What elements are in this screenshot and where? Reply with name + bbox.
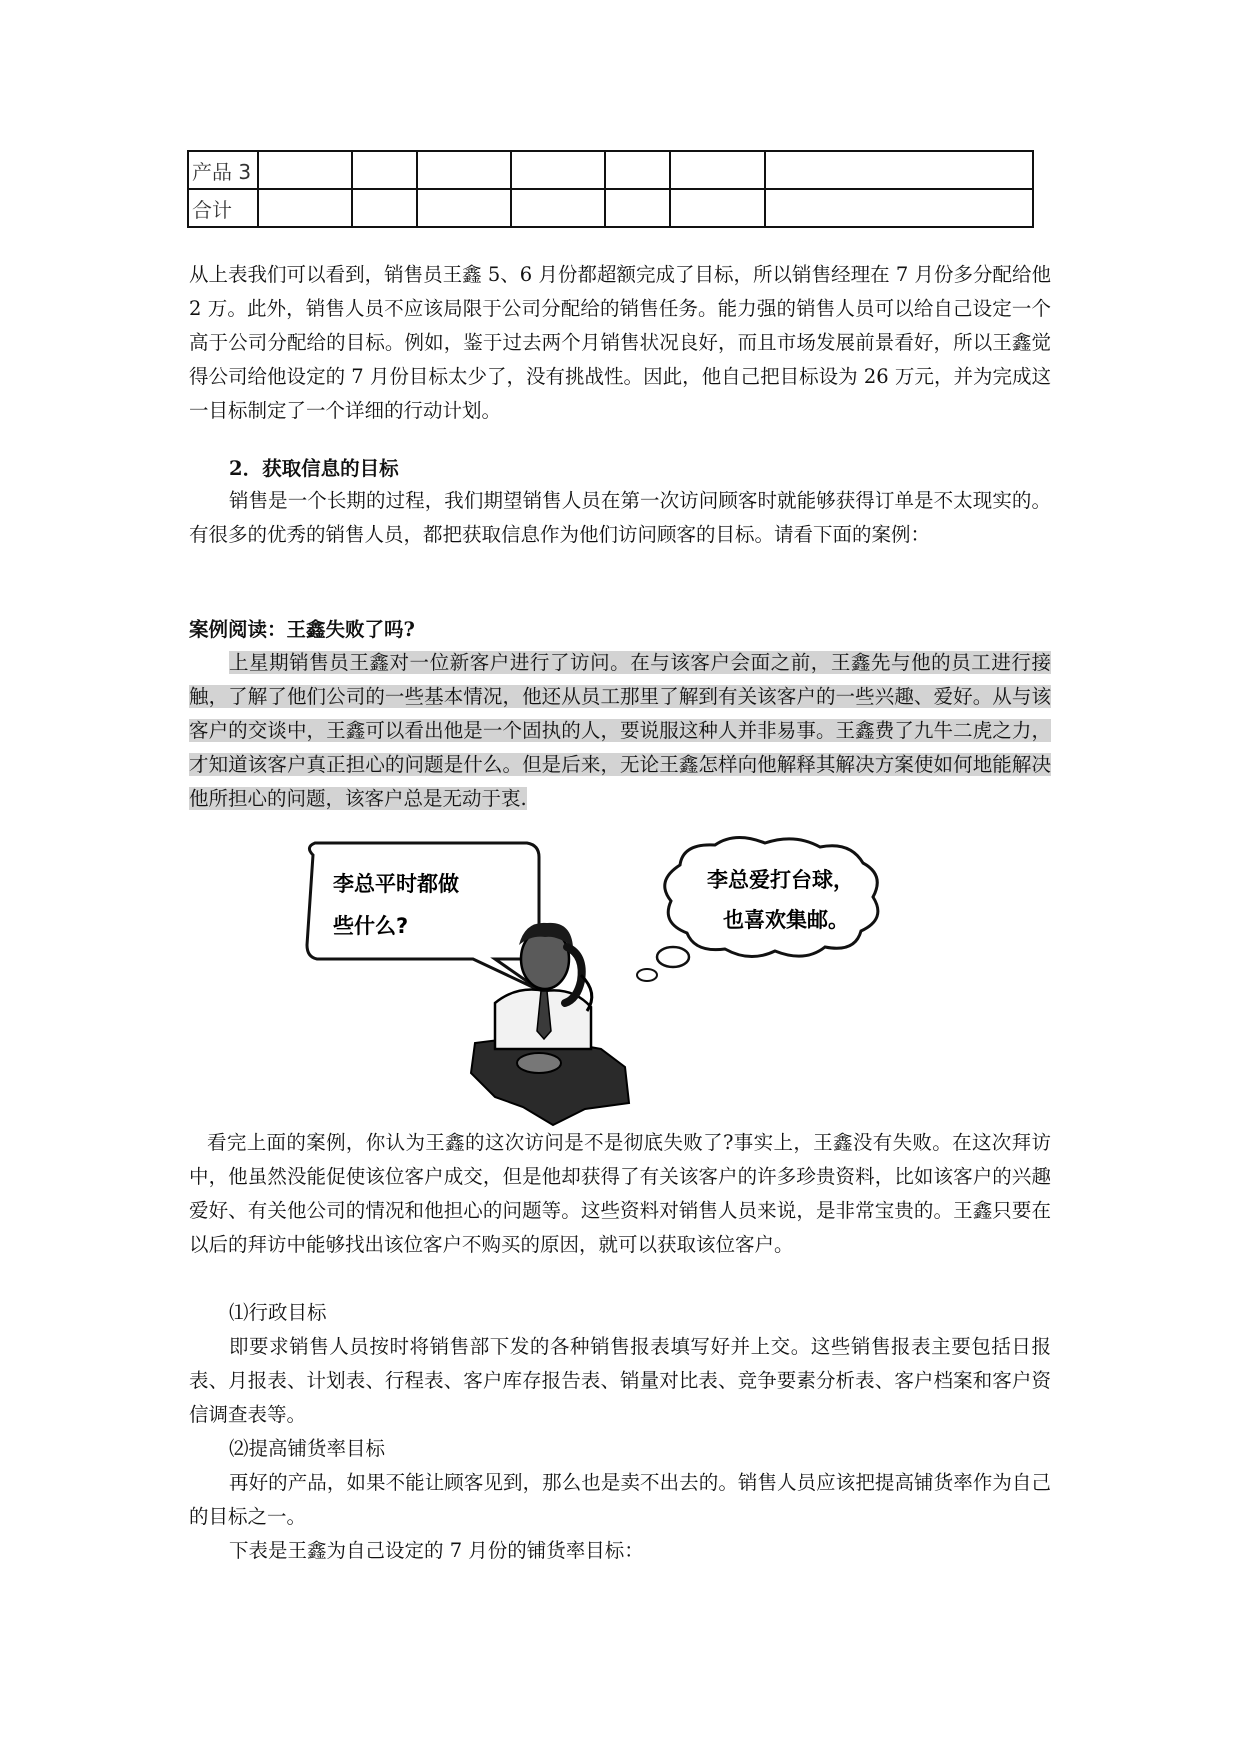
thought-bubble-dot — [637, 969, 657, 981]
table-cell — [258, 151, 352, 189]
table-cell — [352, 151, 417, 189]
paragraph-target-summary: 从上表我们可以看到，销售员王鑫 5、6 月份都超额完成了目标，所以销售经理在 7 月份多分配给他 2 万。此外，销售人员不应该局限于公司分配给的销售任务。能力强的销售人员可以给自己设定一个高于公司分配给的目标。例如，鉴于过去两个月销售状况良好，而且市场发展前景看好，所以王鑫觉得公司给他设定的 7 月份目标太少了，没有挑战性。因此，他自己把目标设为 26 万元，并为完成这一目标制定了一个详细的行动计划。 — [189, 263, 1051, 422]
table-cell: 合计 — [188, 189, 258, 227]
table-cell — [511, 151, 605, 189]
table-row — [188, 189, 1033, 227]
section-heading-info-goal: 2．获取信息的目标 — [229, 457, 399, 480]
table-row — [188, 151, 1033, 189]
paragraph-distribution-goal: 再好的产品，如果不能让顾客见到，那么也是卖不出去的。销售人员应该把提高铺货率作为自己的目标之一。 — [189, 1471, 1051, 1528]
subheading-administrative-goal: ⑴行政目标 — [229, 1301, 327, 1324]
speech-bubble-line1: 李总平时都做 — [333, 872, 459, 896]
table-cell — [765, 189, 1033, 227]
speech-bubble-line2: 些什么? — [333, 914, 409, 938]
table-cell — [258, 189, 352, 227]
thought-bubble-line1: 李总爱打台球， — [707, 868, 854, 892]
table-cell: 产品 3 — [188, 151, 258, 189]
table-cell — [670, 189, 765, 227]
thought-bubble-line2: 也喜欢集邮。 — [723, 908, 849, 932]
table-cell — [605, 151, 670, 189]
sales-table — [187, 150, 1034, 228]
table-cell — [511, 189, 605, 227]
table-cell — [417, 151, 511, 189]
desk-phone — [517, 1053, 561, 1073]
paragraph-table-intro: 下表是王鑫为自己设定的 7 月份的铺货率目标： — [229, 1539, 644, 1562]
salesman-phone-cartoon — [295, 835, 965, 1135]
case-title: 案例阅读：王鑫失败了吗? — [189, 618, 415, 641]
table-cell — [765, 151, 1033, 189]
paragraph-administrative-goal: 即要求销售人员按时将销售部下发的各种销售报表填写好并上交。这些销售报表主要包括日报表、月报表、计划表、行程表、客户库存报告表、销量对比表、竞争要素分析表、客户档案和客户资信调查表等。 — [189, 1335, 1051, 1426]
case-text — [189, 646, 1051, 816]
subheading-distribution-goal: ⑵提高铺货率目标 — [229, 1437, 386, 1460]
thought-bubble — [665, 837, 878, 956]
table-cell — [352, 189, 417, 227]
desk — [471, 1039, 629, 1125]
table-cell — [605, 189, 670, 227]
table-cell — [417, 189, 511, 227]
case-text-highlighted: 上星期销售员王鑫对一位新客户进行了访问。在与该客户会面之前，王鑫先与他的员工进行接触，了解了他们公司的一些基本情况，他还从员工那里了解到有关该客户的一些兴趣、爱好。从与该客户的交谈中，王鑫可以看出他是一个固执的人，要说服这种人并非易事。王鑫费了九牛二虎之力，才知道该客户真正担心的问题是什么。但是后来，无论王鑫怎样向他解释其解决方案使如何地能解决他所担心的问题，该客户总是无动于衷. — [189, 651, 1051, 810]
thought-bubble-dot — [657, 947, 689, 967]
paragraph-info-goal: 销售是一个长期的过程，我们期望销售人员在第一次访问顾客时就能够获得订单是不太现实的。有很多的优秀的销售人员，都把获取信息作为他们访问顾客的目标。请看下面的案例： — [189, 489, 1051, 546]
paragraph-case-analysis: 看完上面的案例，你认为王鑫的这次访问是不是彻底失败了?事实上，王鑫没有失败。在这次拜访中，他虽然没能促使该位客户成交，但是他却获得了有关该客户的许多珍贵资料，比如该客户的兴趣爱好、有关他公司的情况和他担心的问题等。这些资料对销售人员来说，是非常宝贵的。王鑫只要在以后的拜访中能够找出该位客户不购买的原因，就可以获取该位客户。 — [189, 1131, 1051, 1256]
table-cell — [670, 151, 765, 189]
